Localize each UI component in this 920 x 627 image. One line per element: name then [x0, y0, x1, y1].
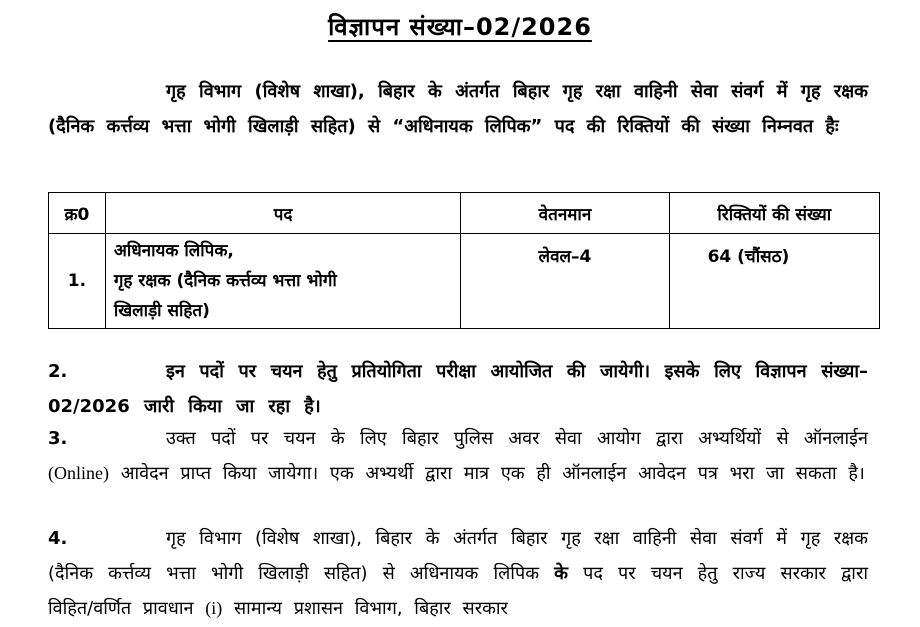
cell-post: [105, 234, 461, 329]
header-pay-scale: वेतनमान: [461, 193, 669, 234]
header-post: पद: [105, 193, 461, 234]
paragraph-number: 3.: [48, 428, 68, 449]
header-vacancies: रिक्तियों की संख्या: [669, 193, 879, 234]
cell-pay-scale: लेवल–4: [461, 234, 669, 329]
post-line-2: गृह रक्षक (दैनिक कर्त्तव्य भत्ता भोगी: [113, 271, 337, 291]
paragraph-text-part-3: सामान्य प्रशासन विभाग, बिहार सरकार: [233, 598, 508, 619]
advertisement-number-heading: विज्ञापन संख्या–02/2026: [328, 13, 592, 41]
paragraph-text-roman: (i): [205, 598, 223, 618]
paragraph-number: 2.: [48, 361, 68, 382]
cell-vacancies: 64 (चौंसठ): [669, 234, 879, 329]
paragraph-text-part-1: गृह विभाग (विशेष शाखा), बिहार के अंतर्गत बिहार गृह रक्षा वाहिनी सेवा संवर्ग में गृह रक्षक (दैनिक कर्त्तव्य भत्ता भोगी खिलाड़ी सहित) से अधिनायक लिपिक: [48, 528, 868, 584]
paragraph-text-bold: के: [554, 563, 568, 584]
paragraph-4: [48, 521, 868, 626]
intro-paragraph: गृह विभाग (विशेष शाखा), बिहार के अंतर्गत बिहार गृह रक्षा वाहिनी सेवा संवर्ग में गृह रक्षक (दैनिक कर्त्तव्य भत्ता भोगी खिलाड़ी सहित) से “अधिनायक लिपिक” पद की रिक्तियों की संख्या निम्नवत हैः: [48, 81, 868, 137]
paragraph-text-online: (Online): [48, 463, 109, 483]
paragraph-number: 4.: [48, 528, 68, 549]
table-row: [49, 234, 880, 329]
paragraph-text-part-2: पद पर चयन हेतु राज्य सरकार द्वारा विहित/वर्णित प्रावधान: [48, 563, 868, 619]
post-line-1: अधिनायक लिपिक,: [113, 241, 234, 261]
document-title: [0, 10, 920, 43]
paragraph-3: [48, 421, 868, 491]
header-serial: क्र0: [49, 193, 106, 234]
vacancy-table: [48, 192, 880, 329]
paragraph-2: [48, 354, 868, 424]
table-header-row: [49, 193, 880, 234]
paragraph-text-part-1: उक्त पदों पर चयन के लिए बिहार पुलिस अवर सेवा आयोग द्वारा अभ्यर्थियों से ऑनलाईन: [166, 428, 868, 449]
cell-serial: 1.: [49, 234, 106, 329]
vacancy-table-container: [48, 192, 880, 329]
post-line-3: खिलाड़ी सहित): [113, 301, 210, 321]
paragraph-text-part-2: आवेदन प्राप्त किया जायेगा। एक अभ्यर्थी द्वारा मात्र एक ही ऑनलाईन आवेदन पत्र भरा जा सकता है।: [120, 463, 865, 484]
paragraph-text: इन पदों पर चयन हेतु प्रतियोगिता परीक्षा आयोजित की जायेगी। इसके लिए विज्ञापन संख्या–02/2026 जारी किया जा रहा है।: [48, 361, 868, 417]
